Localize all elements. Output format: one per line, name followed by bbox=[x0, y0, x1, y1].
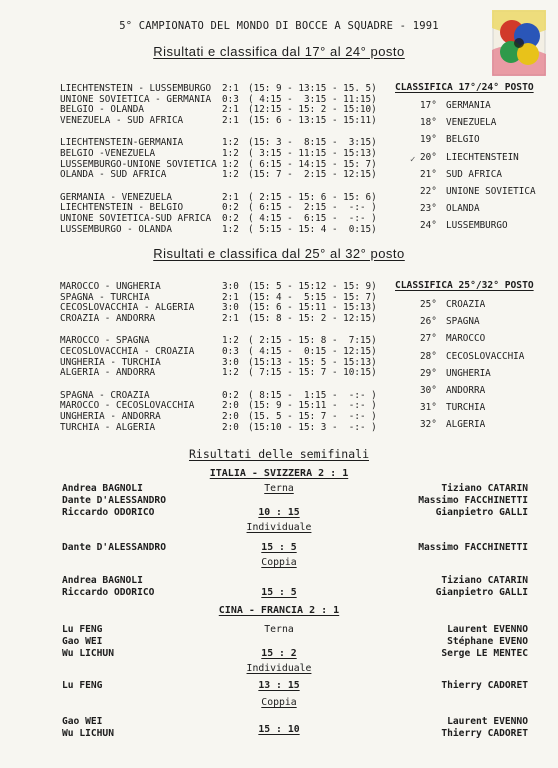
match1-individuale-right: Massimo FACCHINETTI bbox=[418, 542, 528, 553]
check-mark: ✓ bbox=[410, 155, 416, 165]
result-score: 1:2 bbox=[222, 158, 239, 170]
standing-position: 30° bbox=[420, 385, 437, 396]
standing-position: 26° bbox=[420, 316, 437, 328]
match2-individuale-score: 13 : 15 bbox=[258, 680, 300, 691]
result-score: 1:2 bbox=[222, 335, 239, 347]
result-detail: ( 8:15 - 1:15 - -:- ) bbox=[248, 389, 377, 401]
result-score: 0:2 bbox=[222, 202, 239, 214]
result-detail: (15: 8 - 15: 2 - 12:15) bbox=[248, 312, 377, 324]
result-score: 3:0 bbox=[222, 302, 239, 314]
result-score: 2:0 bbox=[222, 400, 239, 412]
result-detail: ( 2:15 - 15: 6 - 15: 6) bbox=[248, 191, 377, 203]
standing-team: ANDORRA bbox=[446, 385, 486, 396]
result-score: 1:2 bbox=[222, 137, 239, 149]
document-title: 5° CAMPIONATO DEL MONDO DI BOCCE A SQUADRE - 1991 bbox=[119, 20, 439, 32]
standings-17-24-heading: CLASSIFICA 17°/24° POSTO bbox=[395, 82, 534, 93]
result-match: BELGIO -VENEZUELA bbox=[60, 148, 156, 159]
standing-position: 27° bbox=[420, 333, 437, 345]
match1-coppia-left-2: Riccardo ODORICO bbox=[62, 587, 155, 598]
result-match: LUSSEMBURGO-UNIONE SOVIETICA bbox=[60, 158, 217, 170]
match1-title: ITALIA - SVIZZERA 2 : 1 bbox=[209, 468, 349, 479]
standing-team: UNIONE SOVIETICA bbox=[446, 186, 536, 197]
standing-position: 24° bbox=[420, 220, 437, 232]
result-detail: (15. 5 - 15: 7 - -:- ) bbox=[248, 411, 377, 422]
result-score: 3:0 bbox=[222, 356, 239, 368]
match1-coppia-right-1: Tiziano CATARIN bbox=[441, 575, 528, 586]
standings-25-32-heading: CLASSIFICA 25°/32° POSTO bbox=[395, 280, 534, 291]
standing-position: 20° bbox=[420, 151, 437, 163]
match1-terna-left-3: Riccardo ODORICO bbox=[62, 507, 155, 518]
result-score: 0:3 bbox=[222, 346, 239, 357]
result-match: OLANDA - SUD AFRICA bbox=[60, 169, 167, 181]
match2-coppia-right-2: Thierry CADORET bbox=[441, 728, 528, 739]
result-detail: (15: 4 - 5:15 - 15: 7) bbox=[248, 291, 377, 303]
result-detail: ( 2:15 - 15: 8 - 7:15) bbox=[248, 335, 377, 347]
standing-team: ALGERIA bbox=[446, 419, 486, 431]
match2-coppia-right-1: Laurent EVENNO bbox=[447, 716, 528, 727]
result-match: LIECHTENSTEIN - LUSSEMBURGO bbox=[60, 83, 212, 94]
match2-terna-left-2: Gao WEI bbox=[62, 636, 103, 647]
standing-team: MAROCCO bbox=[446, 333, 486, 345]
result-score: 2:1 bbox=[222, 312, 239, 324]
match1-terna-right-1: Tiziano CATARIN bbox=[441, 483, 528, 494]
match2-terna-left-1: Lu FENG bbox=[62, 624, 103, 635]
result-detail: (15: 6 - 15:11 - 15:13) bbox=[248, 302, 377, 314]
result-detail: ( 6:15 - 2:15 - -:- ) bbox=[248, 202, 377, 214]
result-match: MAROCCO - CECOSLOVACCHIA bbox=[60, 400, 195, 412]
result-match: UNIONE SOVIETICA-SUD AFRICA bbox=[60, 213, 212, 224]
standing-team: SUD AFRICA bbox=[446, 168, 502, 180]
match2-terna-score: 15 : 2 bbox=[261, 648, 297, 659]
result-detail: (15: 3 - 8:15 - 3:15) bbox=[248, 137, 377, 149]
match1-terna-right-3: Gianpietro GALLI bbox=[435, 507, 528, 518]
match2-individuale-right: Thierry CADORET bbox=[441, 680, 528, 691]
result-match: TURCHIA - ALGERIA bbox=[60, 421, 156, 433]
standing-team: GERMANIA bbox=[446, 100, 491, 111]
match1-coppia-right-2: Gianpietro GALLI bbox=[435, 587, 528, 598]
match2-individuale-label: Individuale bbox=[246, 663, 312, 674]
match2-title: CINA - FRANCIA 2 : 1 bbox=[218, 605, 340, 616]
result-score: 1:2 bbox=[222, 367, 239, 379]
match2-terna-right-1: Laurent EVENNO bbox=[447, 624, 528, 635]
result-match: GERMANIA - VENEZUELA bbox=[60, 191, 172, 203]
match2-coppia-left-1: Gao WEI bbox=[62, 716, 103, 727]
standing-position: 18° bbox=[420, 117, 437, 129]
result-detail: ( 4:15 - 0:15 - 12:15) bbox=[248, 346, 377, 357]
match2-terna-right-3: Serge LE MENTEC bbox=[441, 648, 528, 659]
standing-team: LIECHTENSTEIN bbox=[446, 151, 519, 163]
standing-team: UNGHERIA bbox=[446, 367, 491, 379]
result-detail: (15: 9 - 15:11 - -:- ) bbox=[248, 400, 377, 412]
result-score: 2:1 bbox=[222, 104, 239, 116]
match2-coppia-label: Coppia bbox=[261, 697, 297, 708]
standing-team: SPAGNA bbox=[446, 316, 480, 328]
semifinals-heading: Risultati delle semifinali bbox=[188, 447, 369, 461]
result-match: SPAGNA - TURCHIA bbox=[60, 291, 150, 303]
result-score: 1:2 bbox=[222, 223, 239, 235]
section-25-32-heading: Risultati e classifica dal 25° al 32° posto bbox=[153, 246, 405, 261]
result-score: 2:1 bbox=[222, 291, 239, 303]
match2-coppia-left-2: Wu LICHUN bbox=[62, 728, 114, 739]
result-score: 3:0 bbox=[222, 281, 239, 292]
match2-individuale-left: Lu FENG bbox=[62, 680, 103, 691]
section-17-24-heading: Risultati e classifica dal 17° al 24° posto bbox=[153, 44, 405, 59]
match1-individuale-label: Individuale bbox=[246, 522, 312, 533]
standing-team: CECOSLOVACCHIA bbox=[446, 350, 525, 362]
result-match: VENEZUELA - SUD AFRICA bbox=[60, 114, 184, 126]
result-detail: ( 3:15 - 11:15 - 15:13) bbox=[248, 148, 377, 159]
standing-position: 19° bbox=[420, 134, 437, 146]
standing-position: 23° bbox=[420, 203, 437, 215]
result-detail: (15: 9 - 13:15 - 15. 5) bbox=[248, 83, 377, 94]
result-detail: (15: 6 - 13:15 - 15:11) bbox=[248, 114, 377, 126]
result-score: 1:2 bbox=[222, 148, 239, 159]
result-score: 2:0 bbox=[222, 411, 239, 422]
result-score: 0:3 bbox=[222, 93, 239, 105]
result-match: MAROCCO - UNGHERIA bbox=[60, 281, 161, 292]
result-match: ALGERIA - ANDORRA bbox=[60, 367, 156, 379]
standing-position: 28° bbox=[420, 350, 437, 362]
standing-position: 25° bbox=[420, 299, 437, 310]
match1-terna-right-2: Massimo FACCHINETTI bbox=[418, 495, 528, 506]
result-detail: ( 4:15 - 3:15 - 11:15) bbox=[248, 93, 377, 105]
match1-coppia-score: 15 : 5 bbox=[261, 587, 297, 598]
result-match: LIECHTENSTEIN-GERMANIA bbox=[60, 137, 184, 149]
standing-team: LUSSEMBURGO bbox=[446, 220, 508, 232]
result-score: 1:2 bbox=[222, 169, 239, 181]
result-detail: (15: 7 - 2:15 - 12:15) bbox=[248, 169, 377, 181]
result-detail: ( 6:15 - 14:15 - 15: 7) bbox=[248, 158, 377, 170]
result-match: BELGIO - OLANDA bbox=[60, 104, 144, 116]
result-match: LIECHTENSTEIN - BELGIO bbox=[60, 202, 184, 214]
result-match: LUSSEMBURGO - OLANDA bbox=[60, 223, 172, 235]
result-detail: ( 7:15 - 15: 7 - 10:15) bbox=[248, 367, 377, 379]
match1-individuale-left: Dante D'ALESSANDRO bbox=[62, 542, 166, 553]
match1-terna-score: 10 : 15 bbox=[258, 507, 300, 518]
result-match: UNGHERIA - ANDORRA bbox=[60, 411, 161, 422]
result-match: MAROCCO - SPAGNA bbox=[60, 335, 150, 347]
standing-team: BELGIO bbox=[446, 134, 480, 146]
standing-team: CROAZIA bbox=[446, 299, 486, 310]
standing-team: OLANDA bbox=[446, 203, 480, 215]
match2-terna-label: Terna bbox=[264, 624, 294, 635]
match1-individuale-score: 15 : 5 bbox=[261, 542, 297, 553]
match2-terna-left-3: Wu LICHUN bbox=[62, 648, 114, 659]
result-detail: (12:15 - 15: 2 - 15:10) bbox=[248, 104, 377, 116]
match2-coppia-score: 15 : 10 bbox=[258, 724, 300, 735]
result-match: CECOSLOVACCHIA - ALGERIA bbox=[60, 302, 195, 314]
result-match: UNGHERIA - TURCHIA bbox=[60, 356, 161, 368]
standing-position: 21° bbox=[420, 168, 437, 180]
match2-terna-right-2: Stéphane EVENO bbox=[447, 636, 528, 647]
result-match: SPAGNA - CROAZIA bbox=[60, 389, 150, 401]
match1-coppia-left-1: Andrea BAGNOLI bbox=[62, 575, 143, 586]
result-score: 0:2 bbox=[222, 389, 239, 401]
standing-position: 32° bbox=[420, 419, 437, 431]
standing-position: 29° bbox=[420, 367, 437, 379]
match1-terna-label: Terna bbox=[264, 483, 294, 494]
result-score: 2:0 bbox=[222, 421, 239, 433]
match1-coppia-label: Coppia bbox=[261, 557, 297, 568]
result-detail: (15: 5 - 15:12 - 15: 9) bbox=[248, 281, 377, 292]
result-detail: ( 5:15 - 15: 4 - 0:15) bbox=[248, 223, 377, 235]
standing-position: 22° bbox=[420, 186, 437, 197]
result-match: CROAZIA - ANDORRA bbox=[60, 312, 156, 324]
match1-terna-left-1: Andrea BAGNOLI bbox=[62, 483, 143, 494]
result-detail: ( 4:15 - 6:15 - -:- ) bbox=[248, 213, 377, 224]
standing-team: VENEZUELA bbox=[446, 117, 497, 129]
result-detail: (15:13 - 15: 5 - 15:13) bbox=[248, 356, 377, 368]
standing-position: 17° bbox=[420, 100, 437, 111]
result-detail: (15:10 - 15: 3 - -:- ) bbox=[248, 421, 377, 433]
result-match: CECOSLOVACCHIA - CROAZIA bbox=[60, 346, 195, 357]
result-score: 0:2 bbox=[222, 213, 239, 224]
championship-logo-icon bbox=[492, 10, 546, 76]
result-match: UNIONE SOVIETICA - GERMANIA bbox=[60, 93, 212, 105]
result-score: 2:1 bbox=[222, 191, 239, 203]
result-score: 2:1 bbox=[222, 83, 239, 94]
standing-position: 31° bbox=[420, 402, 437, 414]
match1-terna-left-2: Dante D'ALESSANDRO bbox=[62, 495, 166, 506]
standing-team: TURCHIA bbox=[446, 402, 486, 414]
result-score: 2:1 bbox=[222, 114, 239, 126]
